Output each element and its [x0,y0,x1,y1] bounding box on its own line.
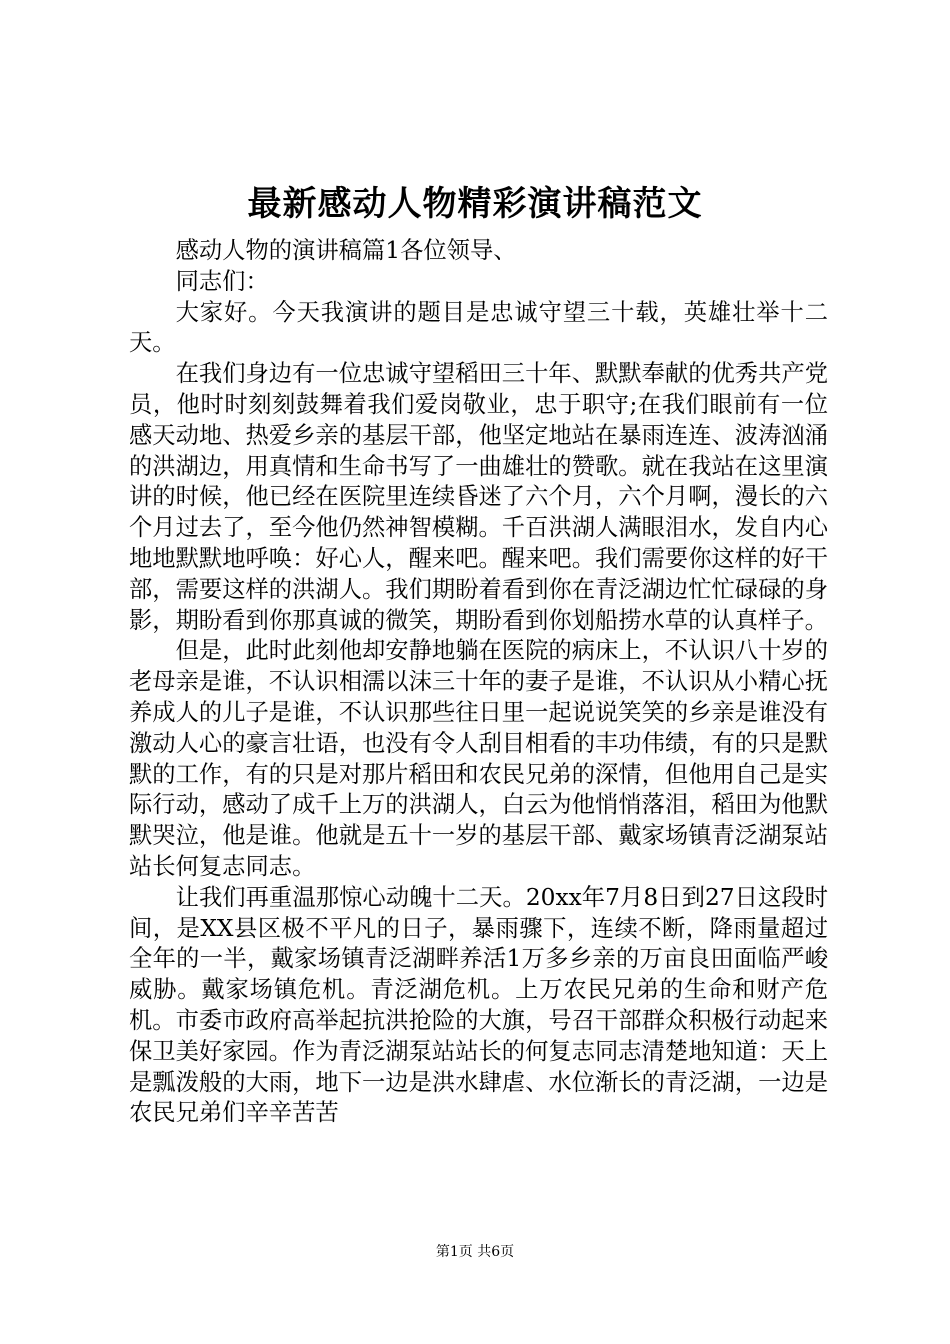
paragraph-intro: 大家好。今天我演讲的题目是忠诚守望三十载，英雄壮举十二天。 [129,298,828,357]
paragraph-hospital: 但是，此时此刻他却安静地躺在医院的病床上，不认识八十岁的老母亲是谁，不认识相濡以沫三十年的妻子是谁，不认识从小精心抚养成人的儿子是谁，不认识那些往日里一起说说笑笑的乡亲是谁没有激动人心的豪言壮语，也没有令人刮目相看的丰功伟绩，有的只是默默的工作，有的只是对那片稻田和农民兄弟的深情，但他用自己是实际行动，感动了成千上万的洪湖人，白云为他悄悄落泪，稻田为他默默哭泣，他是谁。他就是五十一岁的基层干部、戴家场镇青泛湖泵站站长何复志同志。 [129,637,828,880]
page-footer: 第1页 共6页 [435,1244,515,1260]
document-title: 最新感动人物精彩演讲稿范文 [247,184,703,224]
paragraph-hero-description: 在我们身边有一位忠诚守望稻田三十年、默默奉献的优秀共产党员，他时时刻刻鼓舞着我们爱岗敬业，忠于职守;在我们眼前有一位感天动地、热爱乡亲的基层干部，他坚定地站在暴雨连连、波涛汹涌的洪湖边，用真情和生命书写了一曲雄壮的赞歌。就在我站在这里演讲的时候，他已经在医院里连续昏迷了六个月，六个月啊，漫长的六个月过去了，至今他仍然神智模糊。千百洪湖人满眼泪水，发自内心地地默默地呼唤：好心人，醒来吧。醒来吧。我们需要你这样的好干部，需要这样的洪湖人。我们期盼着看到你在青泛湖边忙忙碌碌的身影，期盼看到你那真诚的微笑，期盼看到你划船捞水草的认真样子。 [129,360,828,634]
paragraph-flood: 让我们再重温那惊心动魄十二天。20xx年7月8日到27日这段时间，是XX县区极不平凡的日子，暴雨骤下，连续不断，降雨量超过全年的一半，戴家场镇青泛湖畔养活1万多乡亲的万亩良田面临严峻威胁。戴家场镇危机。青泛湖危机。上万农民兄弟的生命和财产危机。市委市政府高举起抗洪抢险的大旗，号召干部群众积极行动起来保卫美好家园。作为青泛湖泵站站长的何复志同志清楚地知道：天上是瓢泼般的大雨，地下一边是洪水肆虐、水位渐长的青泛湖，一边是农民兄弟们辛辛苦苦 [129,883,828,1127]
paragraph-greeting: 感动人物的演讲稿篇1各位领导、 [175,237,517,264]
document-body [129,236,828,1129]
paragraph-salutation: 同志们： [175,267,269,295]
